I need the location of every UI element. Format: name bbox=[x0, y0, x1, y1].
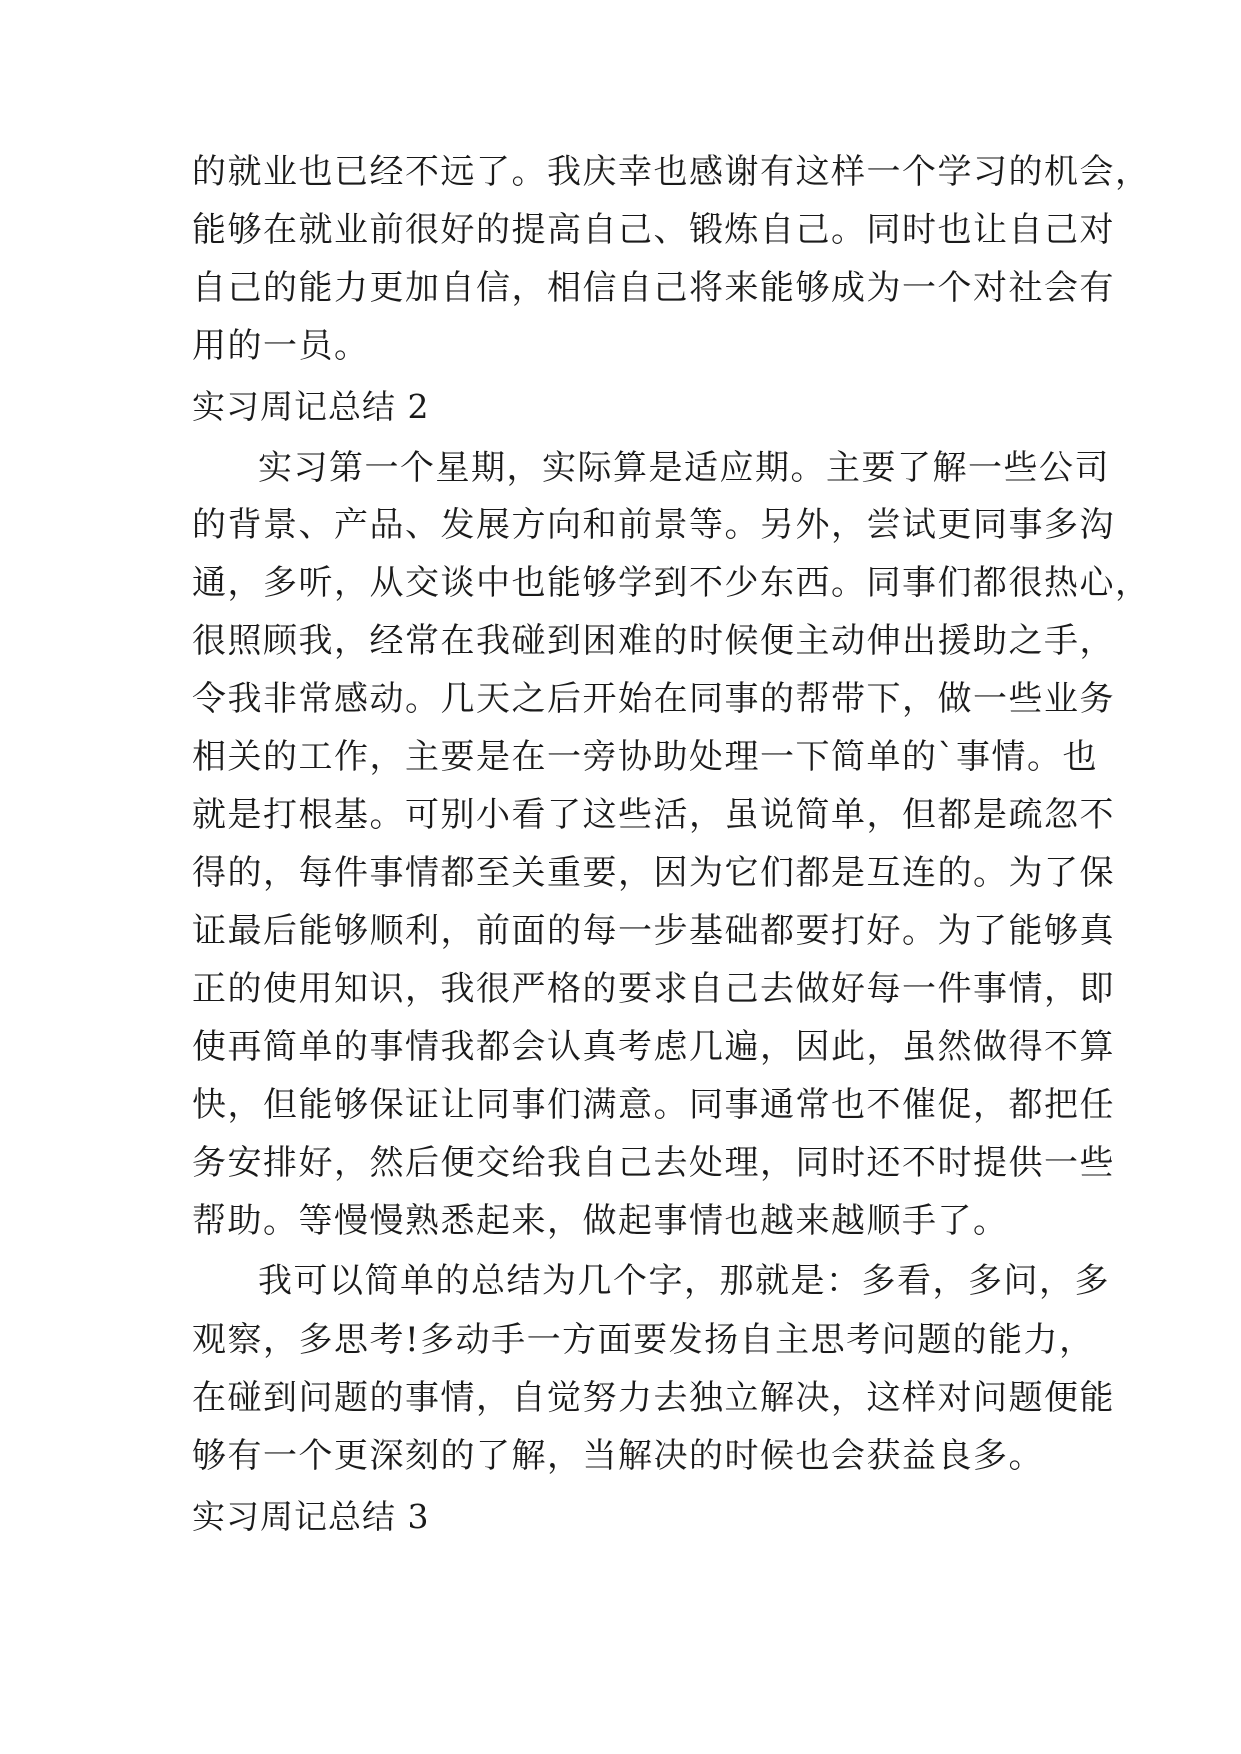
paragraph-line: 用的一员。 bbox=[192, 326, 370, 366]
paragraph-line: 务安排好，然后便交给我自己去处理，同时还不时提供一些 bbox=[192, 1143, 1115, 1183]
paragraph-line: 帮助。等慢慢熟悉起来，做起事情也越来越顺手了。 bbox=[192, 1201, 1009, 1241]
paragraph-line: 的背景、产品、发展方向和前景等。另外，尝试更同事多沟 bbox=[192, 505, 1115, 545]
paragraph-line: 的就业也已经不远了。我庆幸也感谢有这样一个学习的机会， bbox=[192, 152, 1151, 192]
paragraph-line: 观察，多思考!多动手一方面要发扬自主思考问题的能力， bbox=[192, 1320, 1095, 1360]
paragraph-line: 就是打根基。可别小看了这些活，虽说简单，但都是疏忽不 bbox=[192, 795, 1115, 835]
paragraph-line: 通，多听，从交谈中也能够学到不少东西。同事们都很热心， bbox=[192, 563, 1151, 603]
paragraph-line: 够有一个更深刻的了解，当解决的时候也会获益良多。 bbox=[192, 1436, 1044, 1476]
paragraph-line: 得的，每件事情都至关重要，因为它们都是互连的。为了保 bbox=[192, 853, 1115, 893]
paragraph-line: 能够在就业前很好的提高自己、锻炼自己。同时也让自己对 bbox=[192, 210, 1115, 250]
paragraph-line: 我可以简单的总结为几个字，那就是：多看，多问，多 bbox=[258, 1261, 1110, 1301]
paragraph-line: 使再简单的事情我都会认真考虑几遍，因此，虽然做得不算 bbox=[192, 1027, 1115, 1067]
paragraph-line: 相关的工作，主要是在一旁协助处理一下简单的`事情。也 bbox=[192, 737, 1098, 777]
paragraph-line: 令我非常感动。几天之后开始在同事的帮带下，做一些业务 bbox=[192, 679, 1115, 719]
paragraph-line: 很照顾我，经常在我碰到困难的时候便主动伸出援助之手， bbox=[192, 621, 1115, 661]
paragraph-line: 正的使用知识，我很严格的要求自己去做好每一件事情，即 bbox=[192, 969, 1115, 1009]
paragraph-line: 快，但能够保证让同事们满意。同事通常也不催促，都把任 bbox=[192, 1085, 1115, 1125]
paragraph-line: 证最后能够顺利，前面的每一步基础都要打好。为了能够真 bbox=[192, 911, 1115, 951]
section-heading: 实习周记总结 3 bbox=[192, 1497, 430, 1536]
paragraph-line: 在碰到问题的事情，自觉努力去独立解决，这样对问题便能 bbox=[192, 1378, 1115, 1418]
paragraph-line: 自己的能力更加自信，相信自己将来能够成为一个对社会有 bbox=[192, 268, 1115, 308]
paragraph-line: 实习第一个星期，实际算是适应期。主要了解一些公司 bbox=[258, 448, 1110, 488]
section-heading: 实习周记总结 2 bbox=[192, 387, 430, 426]
